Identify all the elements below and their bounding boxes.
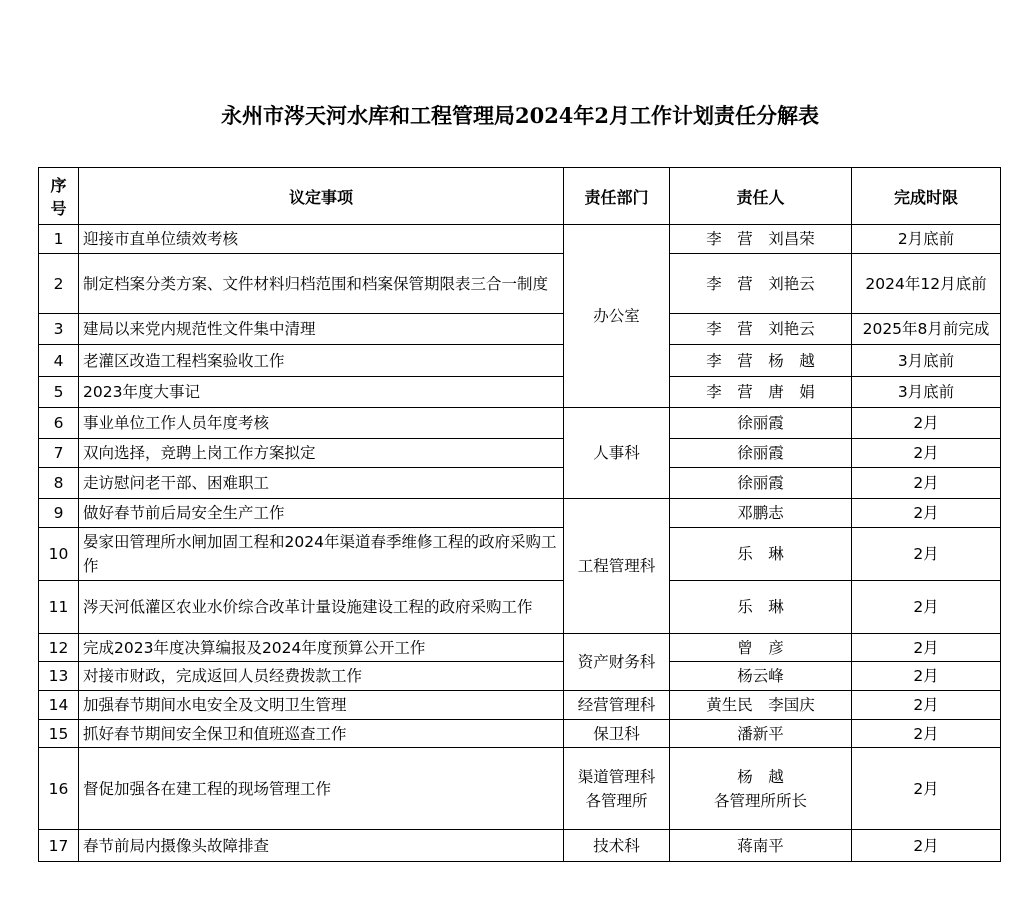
row-person: 潘新平 bbox=[670, 720, 852, 748]
table-row bbox=[39, 830, 1001, 862]
row-person bbox=[670, 748, 852, 830]
table-row bbox=[39, 439, 1001, 468]
row-person: 邓鹏志 bbox=[670, 499, 852, 528]
row-item: 涔天河低灌区农业水价综合改革计量设施建设工程的政府采购工作 bbox=[79, 581, 564, 634]
row-no: 4 bbox=[39, 345, 79, 377]
row-person: 李 营 唐 娟 bbox=[670, 377, 852, 408]
responsibility-table bbox=[38, 167, 1001, 862]
row-no: 11 bbox=[39, 581, 79, 634]
row-no: 9 bbox=[39, 499, 79, 528]
dept-label: 人事科 bbox=[593, 444, 640, 462]
row-deadline: 2月 bbox=[852, 581, 1001, 634]
row-item: 做好春节前后局安全生产工作 bbox=[79, 499, 564, 528]
row-item: 走访慰问老干部、困难职工 bbox=[79, 468, 564, 499]
row-person: 黄生民 李国庆 bbox=[670, 691, 852, 720]
row-deadline: 2月底前 bbox=[852, 225, 1001, 254]
dept-cell bbox=[564, 408, 670, 499]
row-person: 徐丽霞 bbox=[670, 408, 852, 439]
header-row bbox=[39, 168, 1001, 225]
table-row bbox=[39, 581, 1001, 634]
row-deadline: 2月 bbox=[852, 634, 1001, 662]
row-deadline: 2月 bbox=[852, 439, 1001, 468]
table-row bbox=[39, 662, 1001, 691]
dept-cell bbox=[564, 830, 670, 862]
row-no: 3 bbox=[39, 314, 79, 345]
table-row bbox=[39, 748, 1001, 830]
row-item: 迎接市直单位绩效考核 bbox=[79, 225, 564, 254]
row-item: 完成2023年度决算编报及2024年度预算公开工作 bbox=[79, 634, 564, 662]
dept-cell bbox=[564, 748, 670, 830]
header-item: 议定事项 bbox=[79, 168, 564, 225]
row-person: 徐丽霞 bbox=[670, 468, 852, 499]
dept-label: 办公室 bbox=[593, 307, 640, 325]
header-deadline: 完成时限 bbox=[852, 168, 1001, 225]
row-person: 乐 琳 bbox=[670, 528, 852, 581]
dept-label: 工程管理科 bbox=[577, 557, 656, 575]
row-person: 李 营 刘昌荣 bbox=[670, 225, 852, 254]
table-row bbox=[39, 691, 1001, 720]
table-row bbox=[39, 225, 1001, 254]
table-row bbox=[39, 377, 1001, 408]
row-person: 曾 彦 bbox=[670, 634, 852, 662]
dept-cell bbox=[564, 720, 670, 748]
dept-cell bbox=[564, 225, 670, 408]
dept-cell bbox=[564, 691, 670, 720]
header-no: 序号 bbox=[39, 168, 79, 225]
row-no: 17 bbox=[39, 830, 79, 862]
table-row bbox=[39, 528, 1001, 581]
row-no: 13 bbox=[39, 662, 79, 691]
row-person: 李 营 杨 越 bbox=[670, 345, 852, 377]
row-person: 蒋南平 bbox=[670, 830, 852, 862]
dept-label: 经营管理科 bbox=[577, 696, 656, 714]
row-item: 双向选择，竞聘上岗工作方案拟定 bbox=[79, 439, 564, 468]
row-person: 李 营 刘艳云 bbox=[670, 314, 852, 345]
row-no: 6 bbox=[39, 408, 79, 439]
row-no: 2 bbox=[39, 254, 79, 314]
row-person: 徐丽霞 bbox=[670, 439, 852, 468]
row-deadline: 2月 bbox=[852, 408, 1001, 439]
row-item: 晏家田管理所水闸加固工程和2024年渠道春季维修工程的政府采购工作 bbox=[79, 528, 564, 581]
header-person: 责任人 bbox=[670, 168, 852, 225]
row-person: 杨云峰 bbox=[670, 662, 852, 691]
table-row bbox=[39, 499, 1001, 528]
table-row bbox=[39, 254, 1001, 314]
row-person: 李 营 刘艳云 bbox=[670, 254, 852, 314]
row-item: 春节前局内摄像头故障排查 bbox=[79, 830, 564, 862]
table-row bbox=[39, 345, 1001, 377]
row-no: 16 bbox=[39, 748, 79, 830]
person-label: 杨 越 各管理所所长 bbox=[713, 767, 807, 810]
row-deadline: 2月 bbox=[852, 662, 1001, 691]
row-item: 建局以来党内规范性文件集中清理 bbox=[79, 314, 564, 345]
row-no: 14 bbox=[39, 691, 79, 720]
row-no: 8 bbox=[39, 468, 79, 499]
page-title: 永州市涔天河水库和工程管理局2024年2月工作计划责任分解表 bbox=[220, 103, 820, 128]
row-no: 15 bbox=[39, 720, 79, 748]
dept-label: 保卫科 bbox=[593, 724, 640, 743]
row-deadline: 2024年12月底前 bbox=[852, 254, 1001, 314]
row-no: 5 bbox=[39, 377, 79, 408]
dept-label: 渠道管理科 各管理所 bbox=[577, 767, 656, 810]
table-row bbox=[39, 634, 1001, 662]
row-item: 对接市财政，完成返回人员经费拨款工作 bbox=[79, 662, 564, 691]
row-deadline: 2月 bbox=[852, 748, 1001, 830]
dept-cell bbox=[564, 499, 670, 634]
row-no: 10 bbox=[39, 528, 79, 581]
row-item: 加强春节期间水电安全及文明卫生管理 bbox=[79, 691, 564, 720]
row-item: 抓好春节期间安全保卫和值班巡查工作 bbox=[79, 720, 564, 748]
row-item: 老灌区改造工程档案验收工作 bbox=[79, 345, 564, 377]
row-item: 督促加强各在建工程的现场管理工作 bbox=[79, 748, 564, 830]
table-row bbox=[39, 720, 1001, 748]
row-item: 制定档案分类方案、文件材料归档范围和档案保管期限表三合一制度 bbox=[79, 254, 564, 314]
row-deadline: 3月底前 bbox=[852, 377, 1001, 408]
row-no: 12 bbox=[39, 634, 79, 662]
row-deadline: 2月 bbox=[852, 720, 1001, 748]
row-no: 7 bbox=[39, 439, 79, 468]
dept-label: 技术科 bbox=[593, 836, 640, 855]
row-deadline: 2月 bbox=[852, 830, 1001, 862]
row-item: 事业单位工作人员年度考核 bbox=[79, 408, 564, 439]
row-deadline: 2月 bbox=[852, 528, 1001, 581]
row-person: 乐 琳 bbox=[670, 581, 852, 634]
row-deadline: 2025年8月前完成 bbox=[852, 314, 1001, 345]
dept-label: 资产财务科 bbox=[577, 653, 656, 671]
row-item: 2023年度大事记 bbox=[79, 377, 564, 408]
row-deadline: 2月 bbox=[852, 468, 1001, 499]
table-row bbox=[39, 408, 1001, 439]
header-dept: 责任部门 bbox=[564, 168, 670, 225]
dept-cell bbox=[564, 634, 670, 691]
table-row bbox=[39, 468, 1001, 499]
row-deadline: 3月底前 bbox=[852, 345, 1001, 377]
row-deadline: 2月 bbox=[852, 691, 1001, 720]
row-no: 1 bbox=[39, 225, 79, 254]
table-row bbox=[39, 314, 1001, 345]
row-deadline: 2月 bbox=[852, 499, 1001, 528]
